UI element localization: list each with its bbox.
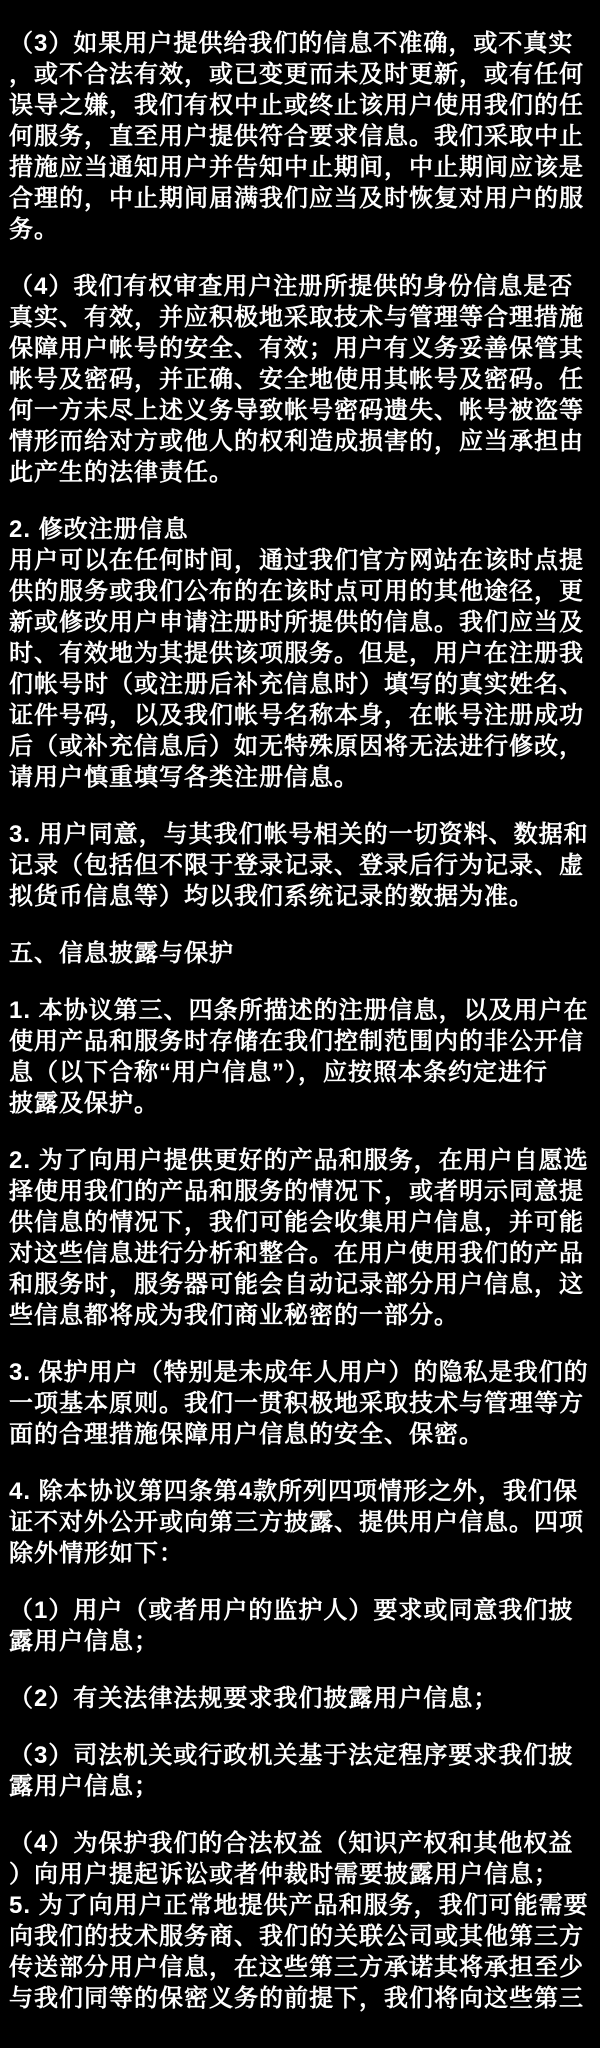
text-line: 证件号码，以及我们帐号名称本身，在帐号注册成功: [9, 702, 584, 729]
text-line: 5. 为了向用户正常地提供产品和服务，我们可能需要: [9, 1892, 589, 1919]
text-line: 务。: [9, 216, 59, 243]
paragraph-disclosure-1-scope: [9, 995, 594, 1119]
text-line: 新或修改用户申请注册时所提供的信息。我们应当及: [9, 609, 584, 636]
text-line: 向我们的技术服务商、我们的关联公司或其他第三方: [9, 1923, 584, 1950]
text-line: 除外情形如下：: [9, 1540, 184, 1567]
text-line: 息（以下合称“用户信息”），应按照本条约定进行: [9, 1059, 548, 1086]
text-line: 请用户慎重填写各类注册信息。: [9, 764, 359, 791]
text-line: 些信息都将成为我们商业秘密的一部分。: [9, 1302, 459, 1329]
text-line: 与我们同等的保密义务的前提下，我们将向这些第三: [9, 1985, 584, 2012]
paragraph-clause-3-inaccurate-info: [9, 28, 594, 245]
text-line: 露用户信息；: [9, 1773, 159, 1800]
text-line: 2. 为了向用户提供更好的产品和服务，在用户自愿选: [9, 1147, 589, 1174]
text-line: 帐号及密码，并正确、安全地使用其帐号及密码。任: [9, 366, 584, 393]
text-line: 真实、有效，并应积极地采取技术与管理等合理措施: [9, 304, 584, 331]
text-line: 3. 用户同意，与其我们帐号相关的一切资料、数据和: [9, 821, 589, 848]
text-line: （4）我们有权审查用户注册所提供的身份信息是否: [9, 273, 574, 300]
paragraph-item-3-user-consent-records: [9, 819, 594, 912]
text-line: 后（或补充信息后）如无特殊原因将无法进行修改，: [9, 733, 584, 760]
text-line: 措施应当通知用户并告知中止期间，中止期间应该是: [9, 154, 584, 181]
text-line: 露用户信息；: [9, 1628, 159, 1655]
text-line: 和服务时，服务器可能会自动记录部分用户信息，这: [9, 1271, 584, 1298]
text-line: 对这些信息进行分析和整合。在用户使用我们的产品: [9, 1240, 584, 1267]
text-line: 情形而给对方或他人的权利造成损害的，应当承担由: [9, 428, 584, 455]
text-line: 2. 修改注册信息: [9, 516, 189, 543]
text-line: （3）如果用户提供给我们的信息不准确，或不真实: [9, 30, 574, 57]
text-line: 拟货币信息等）均以我们系统记录的数据为准。: [9, 883, 534, 910]
paragraph-disclosure-4-exceptions-intro: [9, 1476, 594, 1569]
text-line: 保障用户帐号的安全、有效；用户有义务妥善保管其: [9, 335, 584, 362]
text-line: 供信息的情况下，我们可能会收集用户信息，并可能: [9, 1209, 584, 1236]
text-line: 4. 除本协议第四条第4款所列四项情形之外，我们保: [9, 1478, 579, 1505]
text-line: （2）有关法律法规要求我们披露用户信息；: [9, 1685, 499, 1712]
paragraph-clause-4-identity-review: [9, 271, 594, 488]
paragraph-section-5-heading: [9, 938, 594, 969]
paragraph-exception-2-laws: [9, 1683, 594, 1714]
text-line: ，或不合法有效，或已变更而未及时更新，或有任何: [9, 61, 584, 88]
text-line: ）向用户提起诉讼或者仲裁时需要披露用户信息；: [9, 1861, 559, 1888]
paragraph-exception-1-user-request: [9, 1595, 594, 1657]
text-line: 1. 本协议第三、四条所描述的注册信息，以及用户在: [9, 997, 589, 1024]
paragraph-disclosure-3-privacy-principle: [9, 1357, 594, 1450]
text-line: 此产生的法律责任。: [9, 459, 234, 486]
text-line: 使用产品和服务时存储在我们控制范围内的非公开信: [9, 1028, 584, 1055]
paragraph-exception-4-and-item-5-transfer: [9, 1828, 594, 2014]
text-line: 3. 保护用户（特别是未成年人用户）的隐私是我们的: [9, 1359, 589, 1386]
text-line: 记录（包括但不限于登录记录、登录后行为记录、虚: [9, 852, 584, 879]
paragraph-disclosure-2-collection: [9, 1145, 594, 1331]
text-line: 面的合理措施保障用户信息的安全、保密。: [9, 1421, 484, 1448]
text-line: 何服务，直至用户提供符合要求信息。我们采取中止: [9, 123, 584, 150]
text-line: 合理的，中止期间届满我们应当及时恢复对用户的服: [9, 185, 584, 212]
paragraph-exception-3-judicial: [9, 1740, 594, 1802]
text-line: 一项基本原则。我们一贯积极地采取技术与管理等方: [9, 1390, 584, 1417]
text-line: 五、信息披露与保护: [9, 940, 234, 967]
text-line: 披露及保护。: [9, 1090, 159, 1117]
text-line: （4）为保护我们的合法权益（知识产权和其他权益: [9, 1830, 574, 1857]
text-line: （3）司法机关或行政机关基于法定程序要求我们披: [9, 1742, 574, 1769]
text-line: 误导之嫌，我们有权中止或终止该用户使用我们的任: [9, 92, 584, 119]
text-line: 用户可以在任何时间，通过我们官方网站在该时点提: [9, 547, 584, 574]
text-line: 传送部分用户信息，在这些第三方承诺其将承担至少: [9, 1954, 584, 1981]
text-line: 供的服务或我们公布的在该时点可用的其他途径，更: [9, 578, 584, 605]
text-line: （1）用户（或者用户的监护人）要求或同意我们披: [9, 1597, 574, 1624]
text-line: 们帐号时（或注册后补充信息时）填写的真实姓名、: [9, 671, 584, 698]
text-line: 择使用我们的产品和服务的情况下，或者明示同意提: [9, 1178, 584, 1205]
text-line: 时、有效地为其提供该项服务。但是，用户在注册我: [9, 640, 584, 667]
text-line: 何一方未尽上述义务导致帐号密码遗失、帐号被盗等: [9, 397, 584, 424]
paragraph-section-2-modify-registration: [9, 514, 594, 793]
text-line: 证不对外公开或向第三方披露、提供用户信息。四项: [9, 1509, 584, 1536]
